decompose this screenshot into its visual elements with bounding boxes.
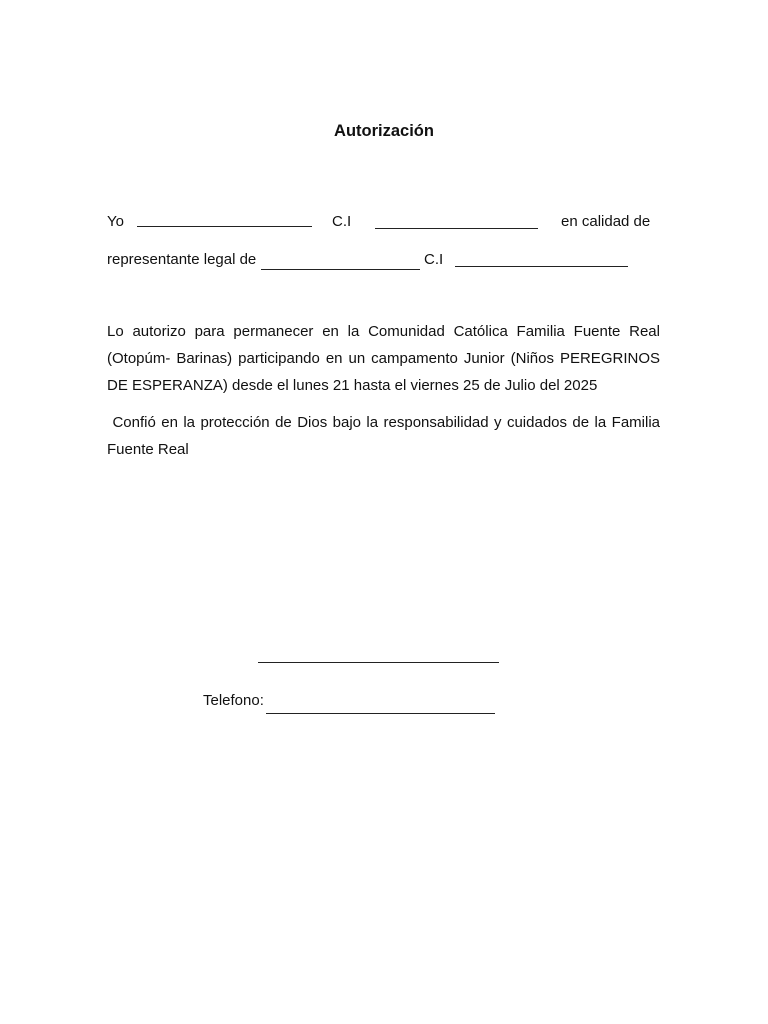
name-blank-line bbox=[137, 226, 312, 227]
representante-label: representante legal de bbox=[107, 251, 257, 268]
phone-label: Telefono: bbox=[203, 692, 264, 709]
calidad-label: en calidad de bbox=[561, 213, 651, 230]
ci-blank-line-2 bbox=[455, 266, 628, 267]
ci-blank-line-1 bbox=[375, 228, 538, 229]
trust-paragraph: Confió en la protección de Dios bajo la responsabilidad y cuidados de la Familia Fuente Real bbox=[107, 414, 665, 458]
ci-label-1: C.I bbox=[332, 213, 352, 230]
child-name-blank-line bbox=[261, 269, 420, 270]
ci-label-2: C.I bbox=[424, 251, 444, 268]
signature-line bbox=[258, 662, 499, 663]
yo-label: Yo bbox=[107, 213, 124, 230]
authorization-paragraph: Lo autorizo para permanecer en la Comunidad Católica Familia Fuente Real (Otopúm- Barinas) participando en un campamento Junior (Niños PEREGRINOS DE ESPERANZA) desde el lunes 21 hasta el viernes 25 de Julio del 2025 bbox=[107, 323, 660, 394]
phone-blank-line bbox=[266, 713, 495, 714]
document-title: Autorización bbox=[334, 122, 434, 140]
